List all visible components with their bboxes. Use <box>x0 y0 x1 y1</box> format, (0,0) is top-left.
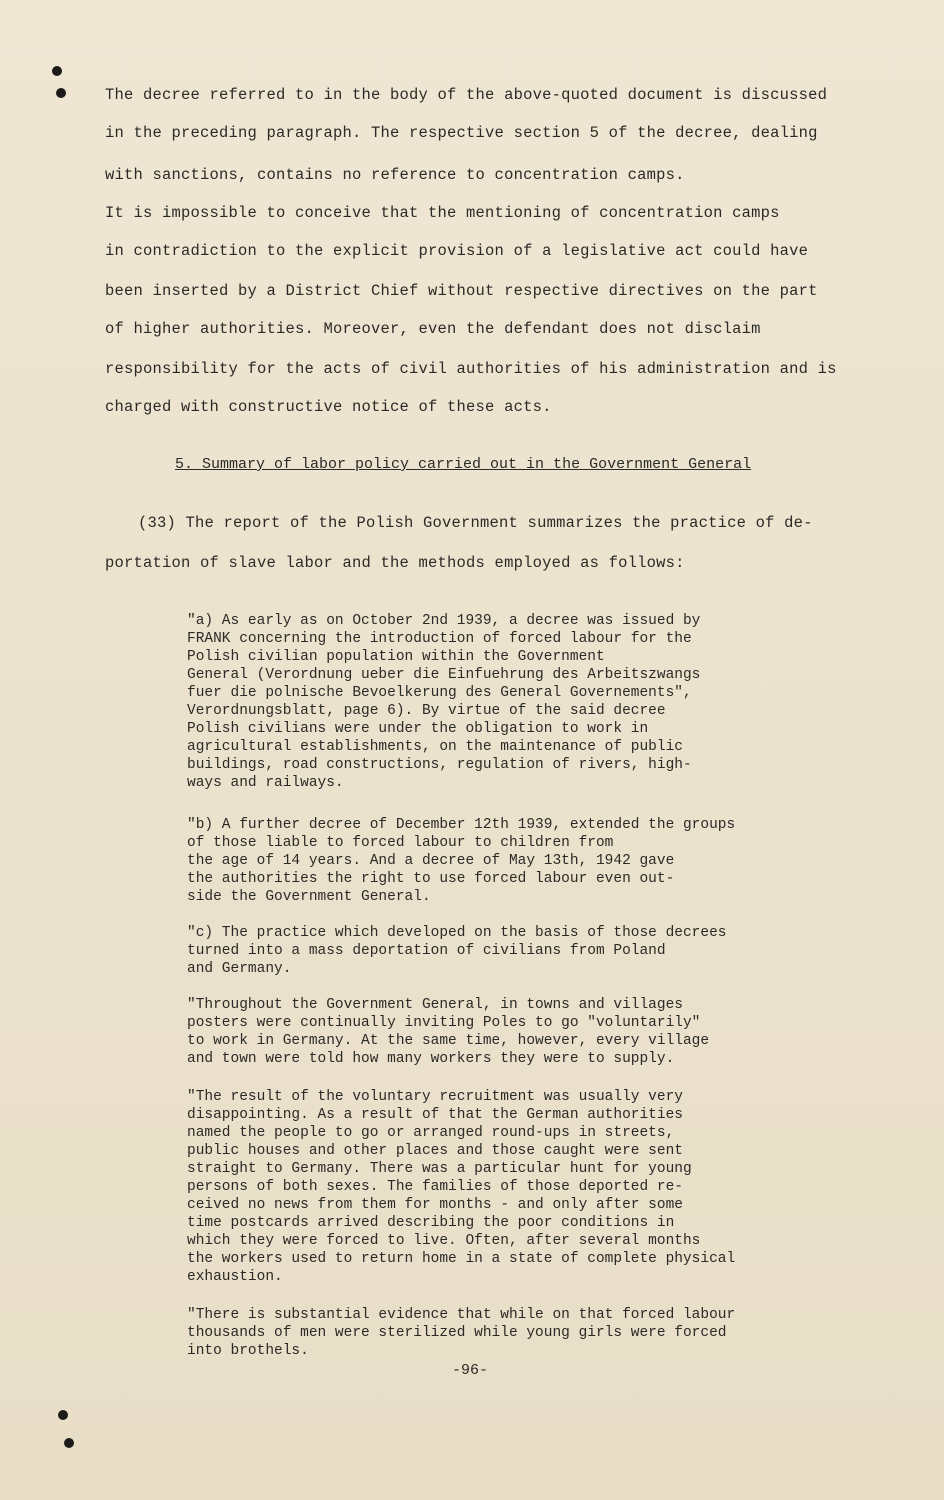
quote-c: "c) The practice which developed on the basis of those decrees turned into a mass deportation of civilians from Poland and Germany. <box>187 925 727 977</box>
paragraph1-line: in contradiction to the explicit provision of a legislative act could have <box>105 242 809 260</box>
section-heading: 5. Summary of labor policy carried out in the Government General <box>175 456 752 473</box>
page-number: -96- <box>452 1362 489 1379</box>
paragraph1-line: been inserted by a District Chief without respective directives on the part <box>105 282 818 300</box>
paragraph1-line: charged with constructive notice of these acts. <box>105 398 552 416</box>
paragraph1-line: with sanctions, contains no reference to concentration camps. <box>105 166 685 184</box>
punch-hole-bottom-1 <box>58 1410 68 1420</box>
quote-recruitment: "The result of the voluntary recruitment was usually very disappointing. As a result of that the German authorities named the people to go or arranged round-ups in streets, public houses and other places and those caught were sent straight to Germany. There was a particular hunt for young persons of both sexes. The families of those deported re- ceived no news from them for months - and only after some time postcards arrived describing the poor conditions in which they were forced to live. Often, after several months the workers used to return home in a state of complete physical exhaustion. <box>187 1089 736 1285</box>
paragraph2-line: (33) The report of the Polish Government summarizes the practice of de- <box>138 514 813 532</box>
punch-hole-top-2 <box>56 88 66 98</box>
paragraph1-line: in the preceding paragraph. The respective section 5 of the decree, dealing <box>105 124 818 142</box>
paragraph1-line: of higher authorities. Moreover, even the defendant does not disclaim <box>105 320 761 338</box>
punch-hole-top-1 <box>52 66 62 76</box>
paragraph1-line: It is impossible to conceive that the mentioning of concentration camps <box>105 204 780 222</box>
paragraph2-line: portation of slave labor and the methods employed as follows: <box>105 554 685 572</box>
paragraph1-line: responsibility for the acts of civil authorities of his administration and is <box>105 360 837 378</box>
punch-hole-bottom-2 <box>64 1438 74 1448</box>
quote-sterilization: "There is substantial evidence that while on that forced labour thousands of men were sterilized while young girls were forced into brothels. <box>187 1307 736 1359</box>
quote-b: "b) A further decree of December 12th 1939, extended the groups of those liable to forced labour to children from the age of 14 years. And a decree of May 13th, 1942 gave the authorities the right to use forced labour even out- side the Government General. <box>187 817 736 905</box>
quote-posters: "Throughout the Government General, in towns and villages posters were continually inviting Poles to go "voluntarily" to work in Germany. At the same time, however, every village and town were told how many workers they were to supply. <box>187 997 710 1067</box>
paragraph1-line: The decree referred to in the body of the above-quoted document is discussed <box>105 86 828 104</box>
quote-a: "a) As early as on October 2nd 1939, a decree was issued by FRANK concerning the introduction of forced labour for the Polish civilian population within the Government General (Verordnung ueber die Einfuehrung des Arbeitszwangs fuer die polnische Bevoelkerung des General Governements", Verordnungsblatt, page 6). By virtue of the said decree Polish civilians were under the obligation to work in agricultural establishments, on the maintenance of public buildings, road constructions, regulation of rivers, high- ways and railways. <box>187 613 701 791</box>
